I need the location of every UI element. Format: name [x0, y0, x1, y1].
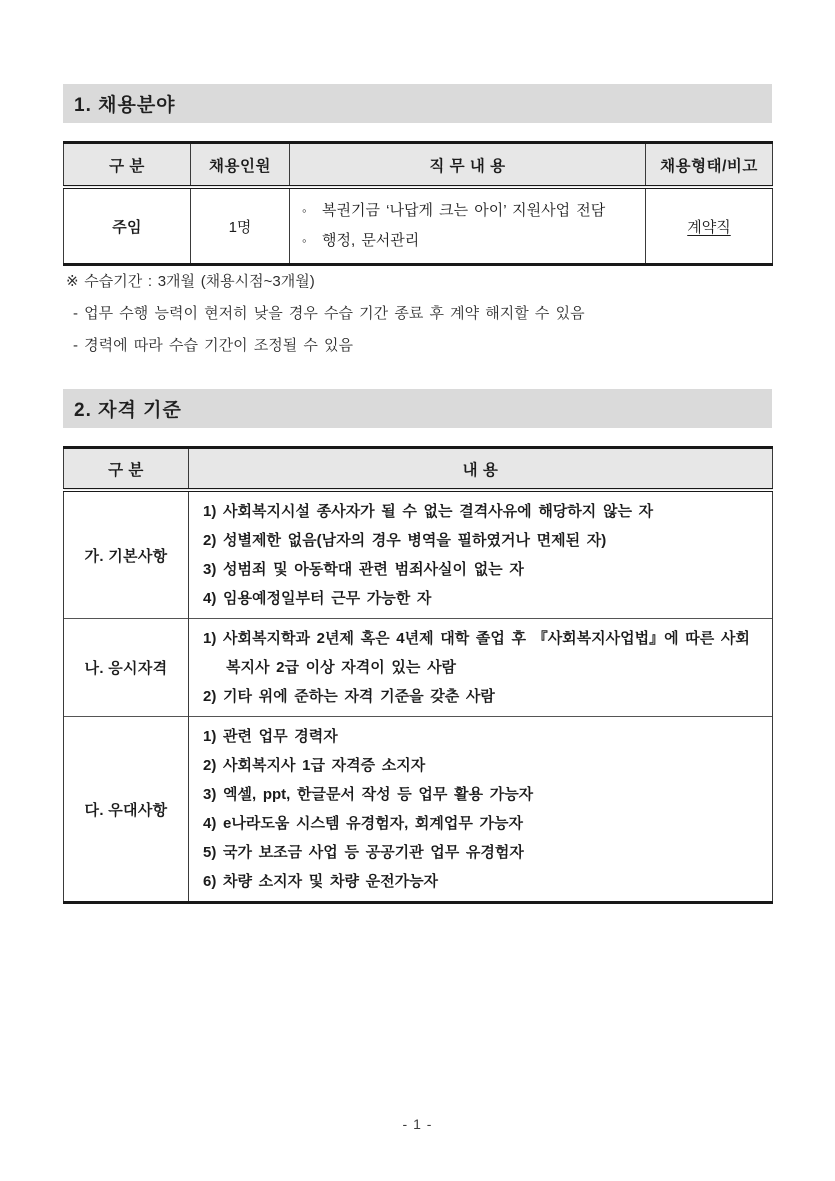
hollow-bullet-icon: ◦	[302, 203, 307, 218]
qualification-table	[63, 446, 773, 904]
list-item: 2) 기타 위에 준하는 자격 기준을 갖춘 사람	[203, 688, 495, 705]
list-item: 5) 국가 보조금 사업 등 공공기관 업무 유경험자	[203, 844, 524, 861]
qualification-table-header-row	[64, 448, 773, 491]
list-item: 1) 사회복지학과 2년제 혹은 4년제 대학 졸업 후 『사회복지사업법』에 따른 사회복지사 2급 이상 자격이 있는 사람	[203, 630, 750, 676]
list-item: 6) 차량 소지자 및 차량 운전가능자	[203, 873, 439, 890]
col-header-content: 내 용	[189, 448, 773, 491]
section-title-qualification	[63, 389, 772, 428]
col-header-category: 구 분	[64, 448, 189, 491]
list-item: 4) e나라도움 시스템 유경험자, 회계업무 가능자	[203, 815, 524, 832]
content-cell	[189, 619, 773, 717]
position-cell: 주임	[64, 187, 191, 265]
duties-cell	[290, 187, 646, 265]
category-cell: 다. 우대사항	[64, 717, 189, 903]
list-item: 4) 임용예정일부터 근무 가능한 자	[203, 590, 432, 607]
employment-type-link: 계약직	[687, 218, 731, 236]
employment-type-cell	[646, 187, 773, 265]
probation-notes	[66, 266, 766, 362]
list-item: 1) 사회복지시설 종사자가 될 수 없는 결격사유에 해당하지 않는 자	[203, 503, 654, 520]
note-line: - 경력에 따라 수습 기간이 조정될 수 있음	[73, 337, 354, 354]
list-item: 3) 성범죄 및 아동학대 관련 범죄사실이 없는 자	[203, 561, 524, 578]
duty-item	[302, 196, 637, 226]
table-row-eligibility	[64, 619, 773, 717]
col-header-headcount: 채용인원	[191, 143, 290, 188]
section-title-recruitment	[63, 84, 772, 123]
note-heading: ※ 수습기간 : 3개월 (채용시점~3개월)	[66, 273, 315, 290]
hollow-bullet-icon: ◦	[302, 233, 307, 248]
section-title-text: 2. 자격 기준	[74, 400, 182, 421]
list-item: 2) 사회복지사 1급 자격증 소지자	[203, 757, 426, 774]
table-row-basic-requirements	[64, 490, 773, 619]
recruitment-table-header-row	[64, 143, 773, 188]
table-row-preferred	[64, 717, 773, 903]
category-cell: 나. 응시자격	[64, 619, 189, 717]
section-title-text: 1. 채용분야	[74, 95, 176, 116]
list-item: 2) 성별제한 없음(남자의 경우 병역을 필하였거나 면제된 자)	[203, 532, 607, 549]
note-line: - 업무 수행 능력이 현저히 낮을 경우 수습 기간 종료 후 계약 해지할 수 있음	[73, 305, 585, 322]
col-header-category: 구 분	[64, 143, 191, 188]
recruitment-table	[63, 141, 773, 266]
page-number: - 1 -	[402, 1116, 433, 1132]
duty-item	[302, 226, 637, 256]
duty-text: 복권기금 ‘나답게 크는 아이’ 지원사업 전담	[322, 202, 606, 219]
table-row	[64, 187, 773, 265]
content-cell	[189, 717, 773, 903]
content-cell	[189, 490, 773, 619]
headcount-cell: 1명	[191, 187, 290, 265]
col-header-employment-type: 채용형태/비고	[646, 143, 773, 188]
col-header-duties: 직 무 내 용	[290, 143, 646, 188]
category-cell: 가. 기본사항	[64, 490, 189, 619]
duty-text: 행정, 문서관리	[322, 232, 420, 249]
list-item: 3) 엑셀, ppt, 한글문서 작성 등 업무 활용 가능자	[203, 786, 534, 803]
list-item: 1) 관련 업무 경력자	[203, 728, 338, 745]
